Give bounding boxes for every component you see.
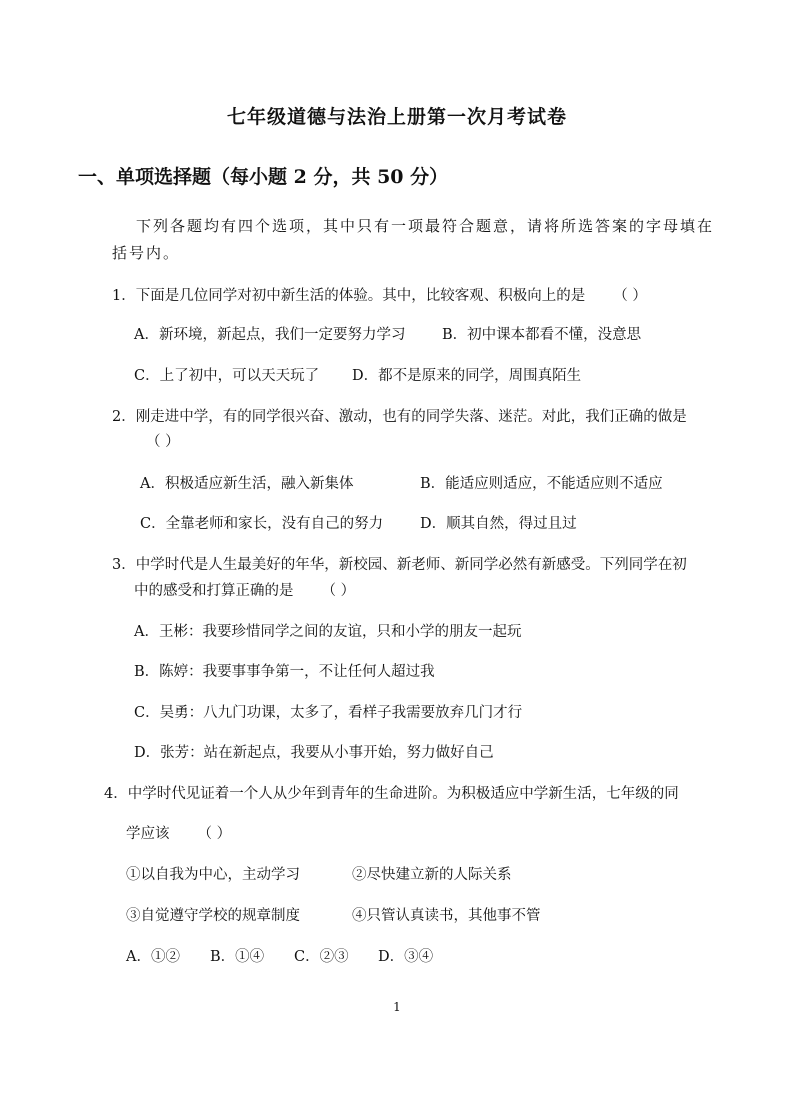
section-heading: 一、单项选择题（每小题 2 分，共 50 分）	[78, 166, 449, 188]
question-3-option-a: A．王彬：我要珍惜同学之间的友谊，只和小学的朋友一起玩	[134, 624, 522, 640]
question-2-option-a: A．积极适应新生活，融入新集体	[140, 476, 354, 492]
question-2-option-c: C．全靠老师和家长，没有自己的努力	[140, 516, 384, 532]
question-4-option-a: A．①②	[126, 949, 180, 965]
page-title: 七年级道德与法治上册第一次月考试卷	[226, 106, 567, 128]
question-4-stem-line-2	[126, 822, 231, 843]
question-1-stem	[112, 284, 647, 305]
question-4-statement-3: ③自觉遵守学校的规章制度	[126, 908, 300, 924]
question-1-option-c: C．上了初中，可以天天玩了	[134, 368, 320, 384]
question-2-option-b: B．能适应则适应，不能适应则不适应	[420, 476, 663, 492]
question-1-option-a: A．新环境，新起点，我们一定要努力学习	[134, 327, 406, 343]
question-3-option-d: D．张芳：站在新起点，我要从小事开始，努力做好自己	[134, 745, 494, 761]
question-4-statement-1: ①以自我为中心，主动学习	[126, 867, 300, 883]
question-3-option-c: C．吴勇：八九门功课，太多了，看样子我需要放弃几门才行	[134, 705, 523, 721]
question-4-stem-line-1: 4．中学时代见证着一个人从少年到青年的生命进阶。为积极适应中学新生活，七年级的同	[104, 786, 679, 802]
instructions-line-1: 下列各题均有四个选项，其中只有一项最符合题意，请将所选答案的字母填在	[136, 217, 715, 235]
question-4-option-d: D．③④	[378, 949, 434, 965]
question-4-text: 学应该	[126, 826, 170, 842]
question-1-option-b: B．初中课本都看不懂，没意思	[442, 327, 642, 343]
question-3-text: 中的感受和打算正确的是	[134, 583, 294, 599]
page-number: 1	[393, 1000, 401, 1014]
question-2-option-d: D．顺其自然，得过且过	[420, 516, 577, 532]
question-4-statement-2: ②尽快建立新的人际关系	[352, 867, 512, 883]
question-3-stem-line-1: 3．中学时代是人生最美好的年华，新校园、新老师、新同学必然有新感受。下列同学在初	[112, 557, 687, 573]
question-3-stem-line-2	[134, 579, 355, 600]
question-4-option-c: C．②③	[294, 949, 349, 965]
question-2-stem: 2．刚走进中学，有的同学很兴奋、激动，也有的同学失落、迷茫。对此，我们正确的做是	[112, 409, 687, 425]
question-4-answer-blank: （ ）	[197, 826, 232, 842]
question-4-statement-4: ④只管认真读书，其他事不管	[352, 908, 541, 924]
question-4-option-b: B．①④	[210, 949, 265, 965]
question-3-option-b: B．陈婷：我要事事争第一，不让任何人超过我	[134, 664, 435, 680]
question-1-answer-blank: （ ）	[613, 288, 647, 304]
instructions-line-2: 括号内。	[112, 244, 181, 262]
question-1-option-d: D．都不是原来的同学，周围真陌生	[352, 368, 582, 384]
question-2-answer-blank: （ ）	[146, 434, 180, 450]
question-3-answer-blank: （ ）	[321, 583, 356, 599]
question-1-text: 1．下面是几位同学对初中新生活的体验。其中，比较客观、积极向上的是	[112, 288, 586, 304]
